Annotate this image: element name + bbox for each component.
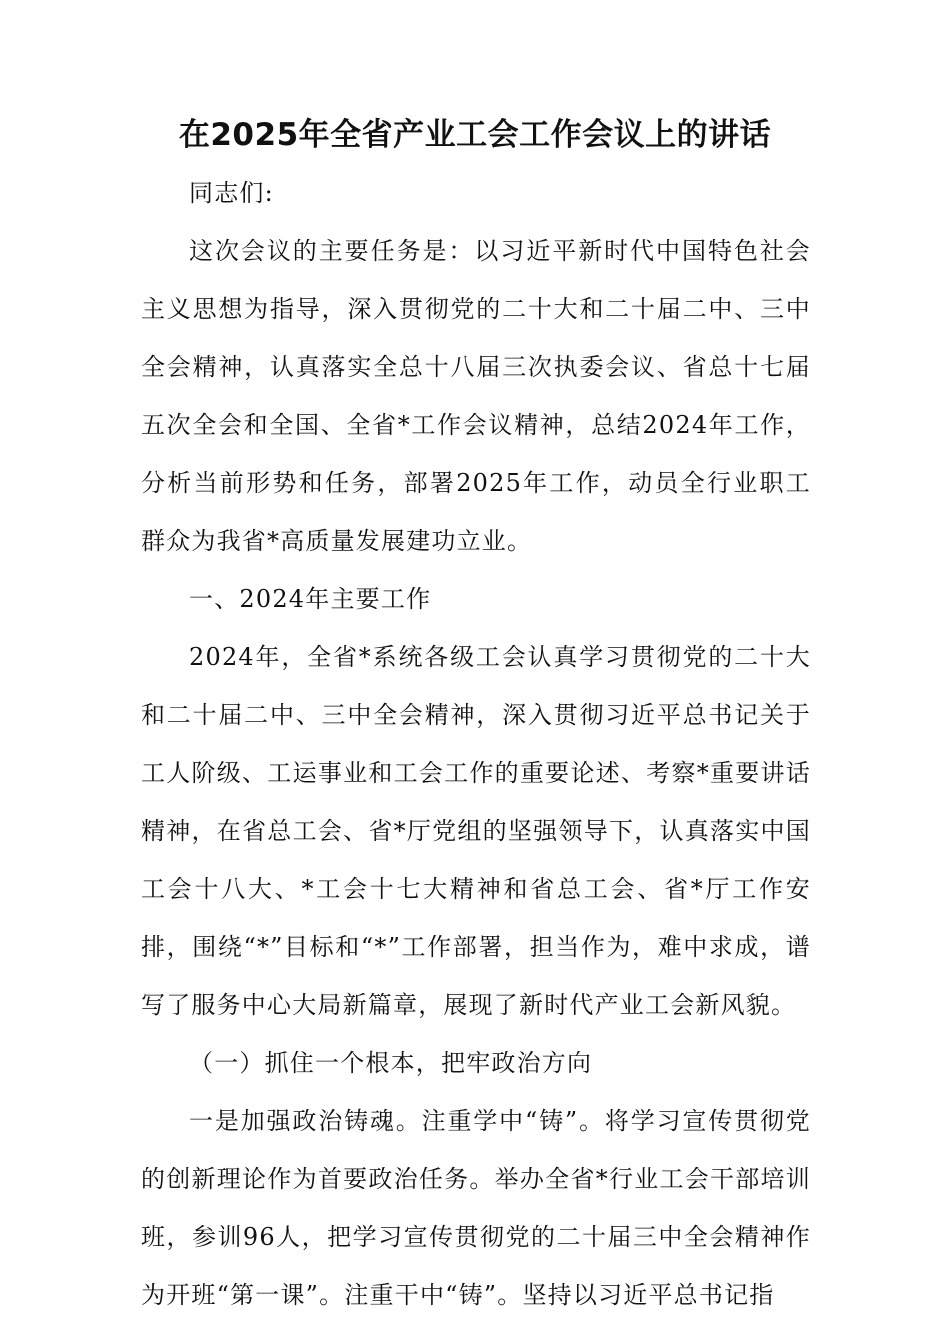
section-heading: 一、2024年主要工作 [189, 585, 432, 613]
paragraph-summary: 2024年，全省*系统各级工会认真学习贯彻党的二十大和二十届二中、三中全会精神，深入贯彻习近平总书记关于工人阶级、工运事业和工会工作的重要论述、考察*重要讲话精神，在省总工会、省*厅党组的坚强领导下，认真落实中国工会十八大、*工会十七大精神和省总工会、省*厅工作安排，围绕“*”目标和“*”工作部署，担当作为，难中求成，谱写了服务中心大局新篇章，展现了新时代产业工会新风貌。 [141, 643, 811, 1019]
document-body [141, 164, 811, 1324]
paragraph-detail: 一是加强政治铸魂。注重学中“铸”。将学习宣传贯彻党的创新理论作为首要政治任务。举办全省*行业工会干部培训班，参训96人，把学习宣传贯彻党的二十届三中全会精神作为开班“第一课”。注重干中“铸”。坚持以习近平总书记指 [141, 1107, 811, 1309]
salutation: 同志们: [189, 179, 274, 207]
subsection-heading: （一）抓住一个根本，把牢政治方向 [189, 1049, 593, 1077]
paragraph-intro: 这次会议的主要任务是：以习近平新时代中国特色社会主义思想为指导，深入贯彻党的二十大和二十届二中、三中全会精神，认真落实全总十八届三次执委会议、省总十七届五次全会和全国、全省*工作会议精神，总结2024年工作，分析当前形势和任务，部署2025年工作，动员全行业职工群众为我省*高质量发展建功立业。 [141, 237, 811, 555]
document-title: 在2025年全省产业工会工作会议上的讲话 [178, 117, 772, 153]
